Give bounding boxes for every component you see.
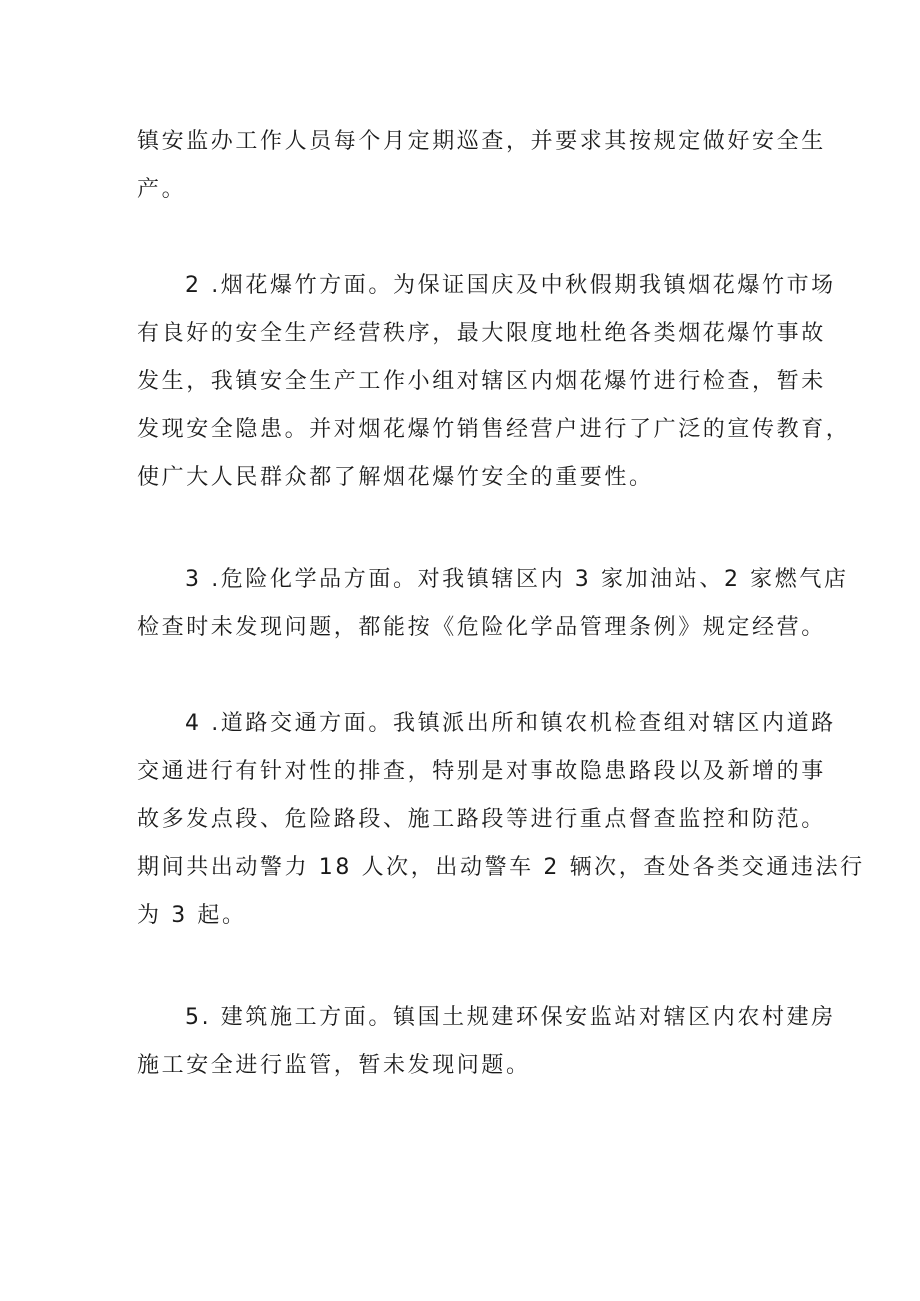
paragraph-hazardous-chemicals — [137, 556, 849, 652]
text-line: 有良好的安全生产经营秩序，最大限度地杜绝各类烟花爆竹事故 — [137, 321, 826, 346]
text-line: 镇安监办工作人员每个月定期巡查，并要求其按规定做好安全生 — [137, 129, 826, 154]
text-line: 3 .危险化学品方面。对我镇辖区内 3 家加油站、2 家燃气店 — [185, 567, 849, 592]
text-line: 施工安全进行监管，暂未发现问题。 — [137, 1053, 531, 1078]
text-line: 故多发点段、危险路段、施工路段等进行重点督查监控和防范。 — [137, 807, 826, 832]
text-line: 为 3 起。 — [137, 903, 247, 928]
text-line: 发生，我镇安全生产工作小组对辖区内烟花爆竹进行检查，暂未 — [137, 369, 826, 394]
text-line: 发现安全隐患。并对烟花爆竹销售经营户进行了广泛的宣传教育， — [137, 417, 851, 442]
text-line: 交通进行有针对性的排查，特别是对事故隐患路段以及新增的事 — [137, 759, 826, 784]
paragraph-fireworks — [137, 262, 851, 502]
text-line: 期间共出动警力 18 人次，出动警车 2 辆次，查处各类交通违法行 — [137, 855, 865, 880]
text-line: 使广大人民群众都了解烟花爆竹安全的重要性。 — [137, 465, 654, 490]
text-line: 2 .烟花爆竹方面。为保证国庆及中秋假期我镇烟花爆竹市场 — [185, 273, 836, 298]
paragraph-road-traffic — [137, 700, 865, 940]
paragraph-construction — [137, 994, 836, 1090]
text-line: 检查时未发现问题，都能按《危险化学品管理条例》规定经营。 — [137, 615, 826, 640]
text-line: 5. 建筑施工方面。镇国土规建环保安监站对辖区内农村建房 — [185, 1005, 836, 1030]
text-line: 4 .道路交通方面。我镇派出所和镇农机检查组对辖区内道路 — [185, 711, 836, 736]
paragraph-continuation — [137, 118, 826, 214]
text-line: 产。 — [137, 177, 187, 202]
